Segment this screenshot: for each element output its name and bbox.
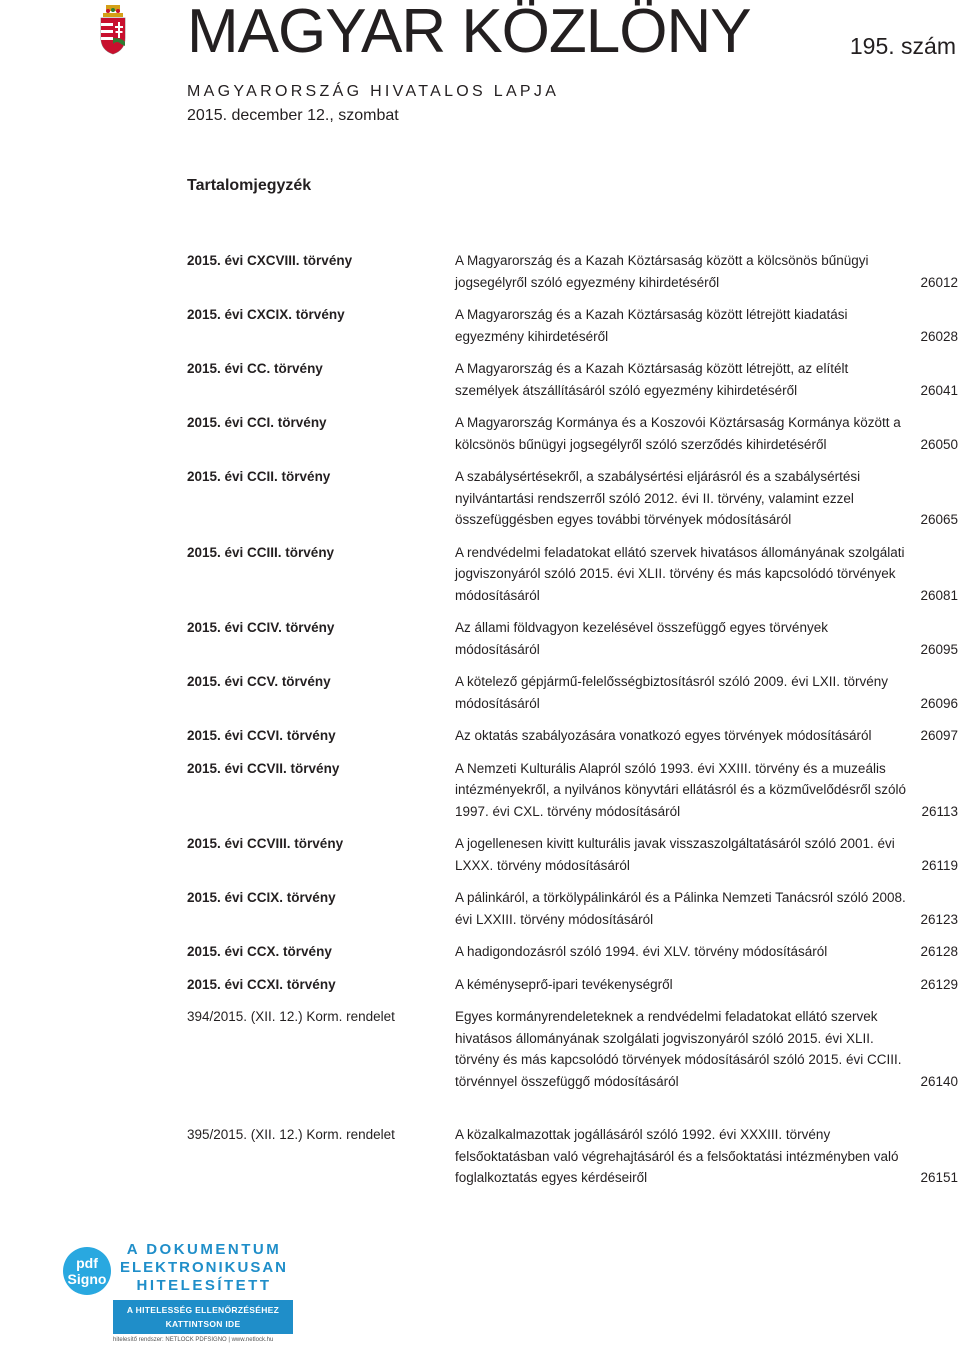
toc-entry-title: A Nemzeti Kulturális Alapról szóló 1993. évi XXIII. törvény és a muzeális intézményekről, a nyilvános könyvtári ellátásról és a közművelődésről szóló 1997. évi CXL. törvény módosításáról [455, 760, 906, 819]
toc-entry-id: 2015. évi CCVI. törvény [187, 728, 336, 743]
toc-entry-page: 26096 [920, 695, 958, 711]
toc-entry[interactable] [187, 941, 958, 963]
toc-entry-title: A kéményseprő-ipari tevékenységről [455, 976, 673, 992]
toc-entry-id: 2015. évi CCII. törvény [187, 469, 331, 484]
toc-entry-title: A Magyarország és a Kazah Köztársaság között a kölcsönös bűnügyi jogsegélyről szóló egyezmény kihirdetéséről [455, 253, 869, 290]
toc-entry-id: 2015. évi CC. törvény [187, 361, 323, 376]
toc-entry-id: 394/2015. (XII. 12.) Korm. rendelet [187, 1009, 395, 1024]
toc-entry-id: 2015. évi CXCVIII. törvény [187, 253, 353, 268]
toc-entry[interactable] [187, 833, 958, 876]
toc-entry-page: 26081 [920, 587, 958, 603]
toc-entry[interactable] [187, 887, 958, 930]
toc-entry[interactable] [187, 1006, 958, 1092]
toc-entry-page: 26065 [920, 512, 958, 527]
toc-entry[interactable] [187, 671, 958, 714]
toc-entry-page: 26128 [920, 944, 958, 959]
pdfsigno-logo-icon: pdf Signo [63, 1247, 111, 1295]
pdfsigno-badge[interactable] [55, 1199, 295, 1349]
verify-cta-line-2: KATTINTSON IDE [165, 1319, 241, 1329]
toc-entry-title: A rendvédelmi feladatokat ellátó szervek hivatásos állományának szolgálati jogviszonyáról szóló 2015. évi XLII. törvény és más kapcsolódó törvények módosításáról [455, 544, 905, 603]
toc-entry[interactable] [187, 250, 958, 293]
toc-heading: Tartalomjegyzék [187, 177, 312, 194]
toc-entry-id: 2015. évi CCIII. törvény [187, 544, 335, 560]
toc-entry[interactable] [187, 358, 958, 401]
toc-entry-title: A hadigondozásról szóló 1994. évi XLV. törvény módosításáról [455, 944, 828, 959]
toc-entry-id: 2015. évi CCVII. törvény [187, 760, 340, 776]
toc-entry-id: 2015. évi CCI. törvény [187, 415, 327, 430]
toc-entry-page: 26123 [920, 911, 958, 927]
toc-entry[interactable] [187, 725, 958, 747]
toc-entry-page: 26012 [920, 274, 958, 290]
badge-text [113, 1241, 295, 1295]
toc-entry-title: Az oktatás szabályozására vonatkozó egyes törvények módosításáról [455, 728, 872, 743]
toc-entry[interactable] [187, 1124, 958, 1189]
toc-entry-page: 26041 [920, 382, 958, 398]
toc-entry-id: 395/2015. (XII. 12.) Korm. rendelet [187, 1127, 395, 1142]
toc-entry-page: 26113 [921, 803, 958, 819]
toc-entry-title: A Magyarország és a Kazah Köztársaság között létrejött, az elítélt személyek átszállításáról szóló egyezmény kihirdetéséről [455, 361, 849, 398]
badge-line-2: ELEKTRONIKUSAN [119, 1259, 288, 1276]
toc-entry-page: 26129 [920, 976, 958, 992]
toc-entry-page: 26151 [920, 1170, 958, 1185]
toc-entry-title: A közalkalmazottak jogállásáról szóló 1992. évi XXXIII. törvény felsőoktatásban való végrehajtásáról és a felsőoktatási intézményben való foglalkoztatás egyes kérdéseiről [455, 1127, 899, 1185]
toc-entry-page: 26119 [921, 857, 958, 873]
verify-cta-line-1: A HITELESSÉG ELLENŐRZÉSÉHEZ [126, 1305, 280, 1315]
masthead-title: MAGYAR KÖZLÖNY [187, 0, 751, 66]
toc-entry-page: 26095 [920, 641, 958, 657]
toc-entry[interactable] [187, 974, 958, 996]
toc-entry-title: A Magyarország és a Kazah Köztársaság között létrejött kiadatási egyezmény kihirdetéséről [455, 307, 848, 344]
hungarian-coat-of-arms-icon [98, 4, 128, 56]
toc-entry[interactable] [187, 542, 958, 607]
toc-entry-id: 2015. évi CXCIX. törvény [187, 307, 345, 322]
toc-entry-id: 2015. évi CCXI. törvény [187, 976, 336, 992]
toc-entry-title: A pálinkáról, a törkölypálinkáról és a Pálinka Nemzeti Tanácsról szóló 2008. évi LXXIII. törvény módosításáról [455, 890, 906, 927]
toc-entry-page: 26097 [920, 728, 958, 743]
toc-entry-page: 26140 [920, 1073, 958, 1089]
badge-footer: hitelesítő rendszer: NETLOCK PDFSIGNO | www.netlock.hu [113, 1337, 274, 1343]
toc-entry-id: 2015. évi CCVIII. törvény [187, 836, 344, 851]
issue-number: 195. szám [849, 33, 956, 59]
badge-line-3: HITELESÍTETT [136, 1277, 272, 1294]
toc-entry[interactable] [187, 466, 958, 531]
toc-entry[interactable] [187, 304, 958, 347]
toc-entry-title: A jogellenesen kivitt kulturális javak visszaszolgáltatásáról szóló 2001. évi LXXX. törvény módosításáról [455, 836, 895, 873]
toc-entry[interactable] [187, 617, 958, 660]
toc-entry-title: Egyes kormányrendeleteknek a rendvédelmi feladatokat ellátó szervek hivatásos állományának szolgálati jogviszonyáról szóló 2015. évi XLII. törvény és más kapcsolódó törvények módosításáról szóló 2015. évi CCIII. törvénnyel összefüggő módosításáról [455, 1009, 902, 1089]
toc-entry-title: Az állami földvagyon kezelésével összefüggő egyes törvények módosításáról [455, 620, 828, 657]
verify-authenticity-button[interactable] [113, 1300, 293, 1334]
toc-entry-id: 2015. évi CCIX. törvény [187, 890, 336, 905]
toc-entry-title: A szabálysértésekről, a szabálysértési eljárásról és a szabálysértési nyilvántartási rendszerről szóló 2012. évi II. törvény, valamint ezzel összefüggésben egyes további törvények módosításáról [455, 469, 861, 527]
toc-entry-page: 26028 [920, 328, 958, 344]
toc-entry[interactable] [187, 412, 958, 455]
toc-entry-title: A Magyarország Kormánya és a Koszovói Köztársaság Kormánya között a kölcsönös bűnügyi jogsegélyről szóló szerződés kihirdetéséről [455, 415, 901, 452]
toc-entry-id: 2015. évi CCV. törvény [187, 674, 331, 689]
issue-date: 2015. december 12., szombat [187, 107, 399, 124]
badge-line-1: A DOKUMENTUM [126, 1241, 282, 1258]
toc-entry-id: 2015. évi CCX. törvény [187, 944, 332, 959]
table-of-contents [187, 250, 958, 1189]
toc-entry[interactable] [187, 758, 958, 823]
toc-entry-id: 2015. évi CCIV. törvény [187, 620, 335, 635]
masthead-subtitle: MAGYARORSZÁG HIVATALOS LAPJA [187, 83, 560, 100]
toc-entry-page: 26050 [920, 436, 958, 452]
toc-entry-title: A kötelező gépjármű-felelősségbiztosításról szóló 2009. évi LXII. törvény módosításáról [455, 674, 888, 711]
